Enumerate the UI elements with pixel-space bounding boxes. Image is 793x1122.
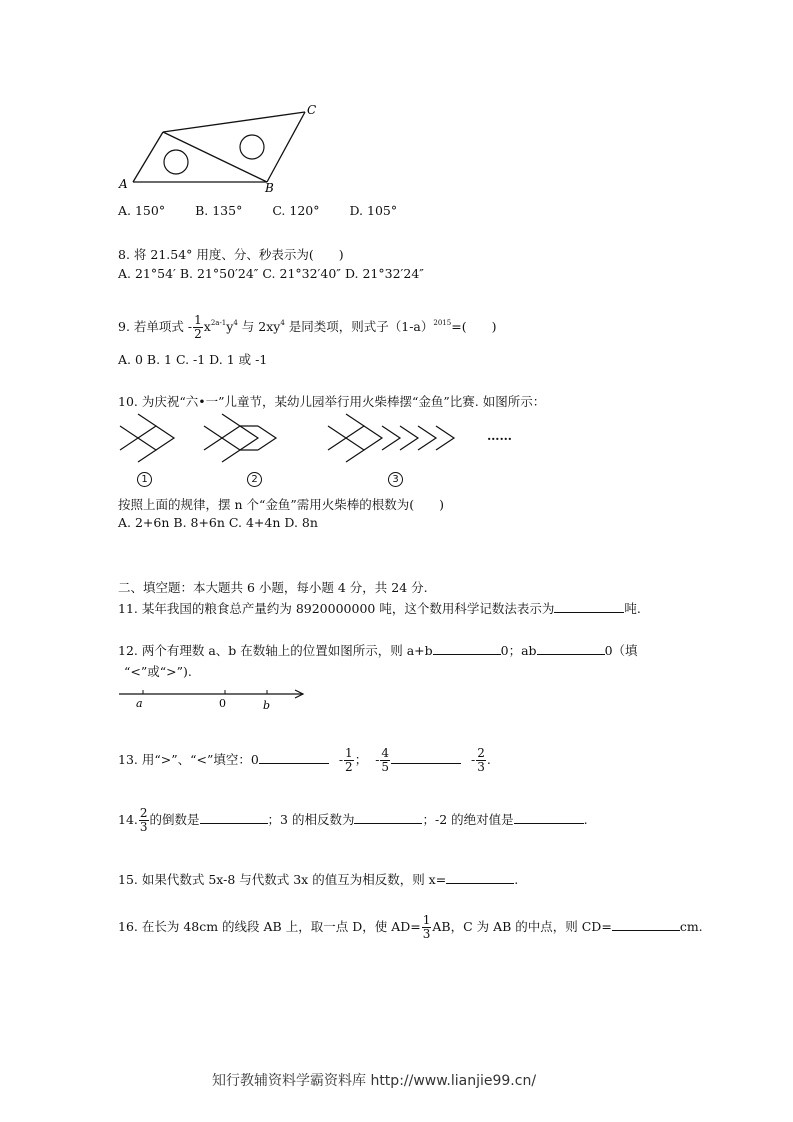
number-line (115, 686, 315, 712)
axis-label-a: a (136, 697, 143, 710)
q12-blank-1[interactable] (433, 642, 501, 655)
q10-figures (118, 412, 538, 467)
q10-stem: 10. 为庆祝“六•一”儿童节，某幼儿园举行用火柴棒摆“金鱼”比赛. 如图所示： (118, 394, 546, 409)
q11-text: 11. 某年我国的粮食总产量约为 8920000000 吨，这个数用科学记数法表示为 (118, 601, 555, 616)
q12-line2: “<”或“>”). (124, 664, 192, 679)
right-triangle-hole (240, 135, 264, 159)
axis-label-zero: 0 (219, 697, 226, 710)
q7-figure (115, 100, 325, 195)
q14-fraction: $\frac{2}{3}$ (139, 806, 148, 834)
q16-answer-blank[interactable] (612, 918, 680, 931)
section-2-title: 二、填空题：本大题共 6 小题，每小题 4 分，共 24 分. (118, 580, 428, 595)
label-b: B (265, 181, 274, 195)
q14-blank-3[interactable] (514, 811, 584, 824)
q10-options: A. 2+6n B. 8+6n C. 4+4n D. 8n (118, 515, 318, 530)
q11: 11. 某年我国的粮食总产量约为 8920000000 吨，这个数用科学记数法表示为 吨. (118, 601, 641, 616)
q14-blank-2[interactable] (354, 811, 422, 824)
fish-1 (120, 414, 174, 462)
left-triangle-hole (164, 150, 188, 174)
segment-top-b (163, 132, 267, 182)
axis-label-b: b (263, 699, 271, 712)
q13-blank-1[interactable] (259, 751, 329, 764)
q9-prefix: 9. 若单项式 - (118, 319, 193, 334)
q16-fraction: $\frac{1}{3}$ (422, 913, 431, 941)
fig-label-1: 1 (137, 472, 152, 487)
segment-top-c (163, 112, 305, 132)
q7-options (118, 203, 397, 218)
q9-fraction: $\frac{1}{2}$ (194, 313, 202, 341)
q13-fraction-2: $\frac{4}{5}$ (381, 746, 390, 774)
q7-option-a: A. 150° (118, 203, 166, 218)
q13-fraction-1: $\frac{1}{2}$ (345, 746, 353, 774)
q11-answer-blank[interactable] (554, 600, 624, 613)
label-a: A (119, 177, 128, 191)
segment-a-top (133, 132, 163, 182)
q7-option-b: B. 135° (195, 203, 243, 218)
q12-blank-2[interactable] (537, 642, 605, 655)
q14: 14. $\frac{2}{3}$ 的倒数是 ；3 的相反数为 ；-2 的绝对值是 . (118, 806, 588, 834)
q16: 16. 在长为 48cm 的线段 AB 上，取一点 D，使 AD= $\frac{1}{3}$ AB，C 为 AB 的中点，则 CD= cm. (118, 913, 703, 941)
fig-label-2: 2 (247, 472, 262, 487)
q7-option-d: D. 105° (349, 203, 398, 218)
q7-option-c: C. 120° (272, 203, 320, 218)
label-c: C (307, 103, 317, 117)
q15: 15. 如果代数式 5x-8 与代数式 3x 的值互为相反数，则 x= . (118, 872, 519, 887)
q9-stem: 9. 若单项式 - $\frac{1}{2}$ $x^{2a-1}y^4$ 与 $2xy^4$ 是同类项，则式子$(1-a)^{2015}=$( ) (118, 313, 497, 341)
q8-options: A. 21°54′ B. 21°50′24″ C. 21°32′40″ D. 21°32′24″ (118, 266, 424, 281)
q9-options: A. 0 B. 1 C. -1 D. 1 或 -1 (118, 352, 268, 367)
q8-stem: 8. 将 21.54° 用度、分、秒表示为( ) (118, 247, 344, 262)
fig-label-3: 3 (388, 472, 403, 487)
fish-2 (204, 414, 276, 462)
segment-c-b (267, 112, 305, 182)
q12: 12. 两个有理数 a、b 在数轴上的位置如图所示，则 a+b 0；ab 0（填 (118, 643, 638, 658)
fish-3 (328, 414, 454, 462)
q15-answer-blank[interactable] (446, 871, 514, 884)
q14-blank-1[interactable] (200, 811, 268, 824)
q10-ellipsis: …… (487, 428, 512, 443)
q10-question: 按照上面的规律，摆 n 个“金鱼”需用火柴棒的根数为( ) (118, 497, 445, 512)
q13-fraction-3: $\frac{2}{3}$ (477, 746, 485, 774)
footer-watermark: 知行教辅资料学霸资料库 http://www.lianjie99.cn/ (212, 1073, 537, 1089)
q13: 13. 用“>”、“<”填空：0 - $\frac{1}{2}$ ； - $\frac{4}{5}$ - $\frac{2}{3}$ . (118, 746, 491, 774)
q13-blank-2[interactable] (391, 751, 461, 764)
